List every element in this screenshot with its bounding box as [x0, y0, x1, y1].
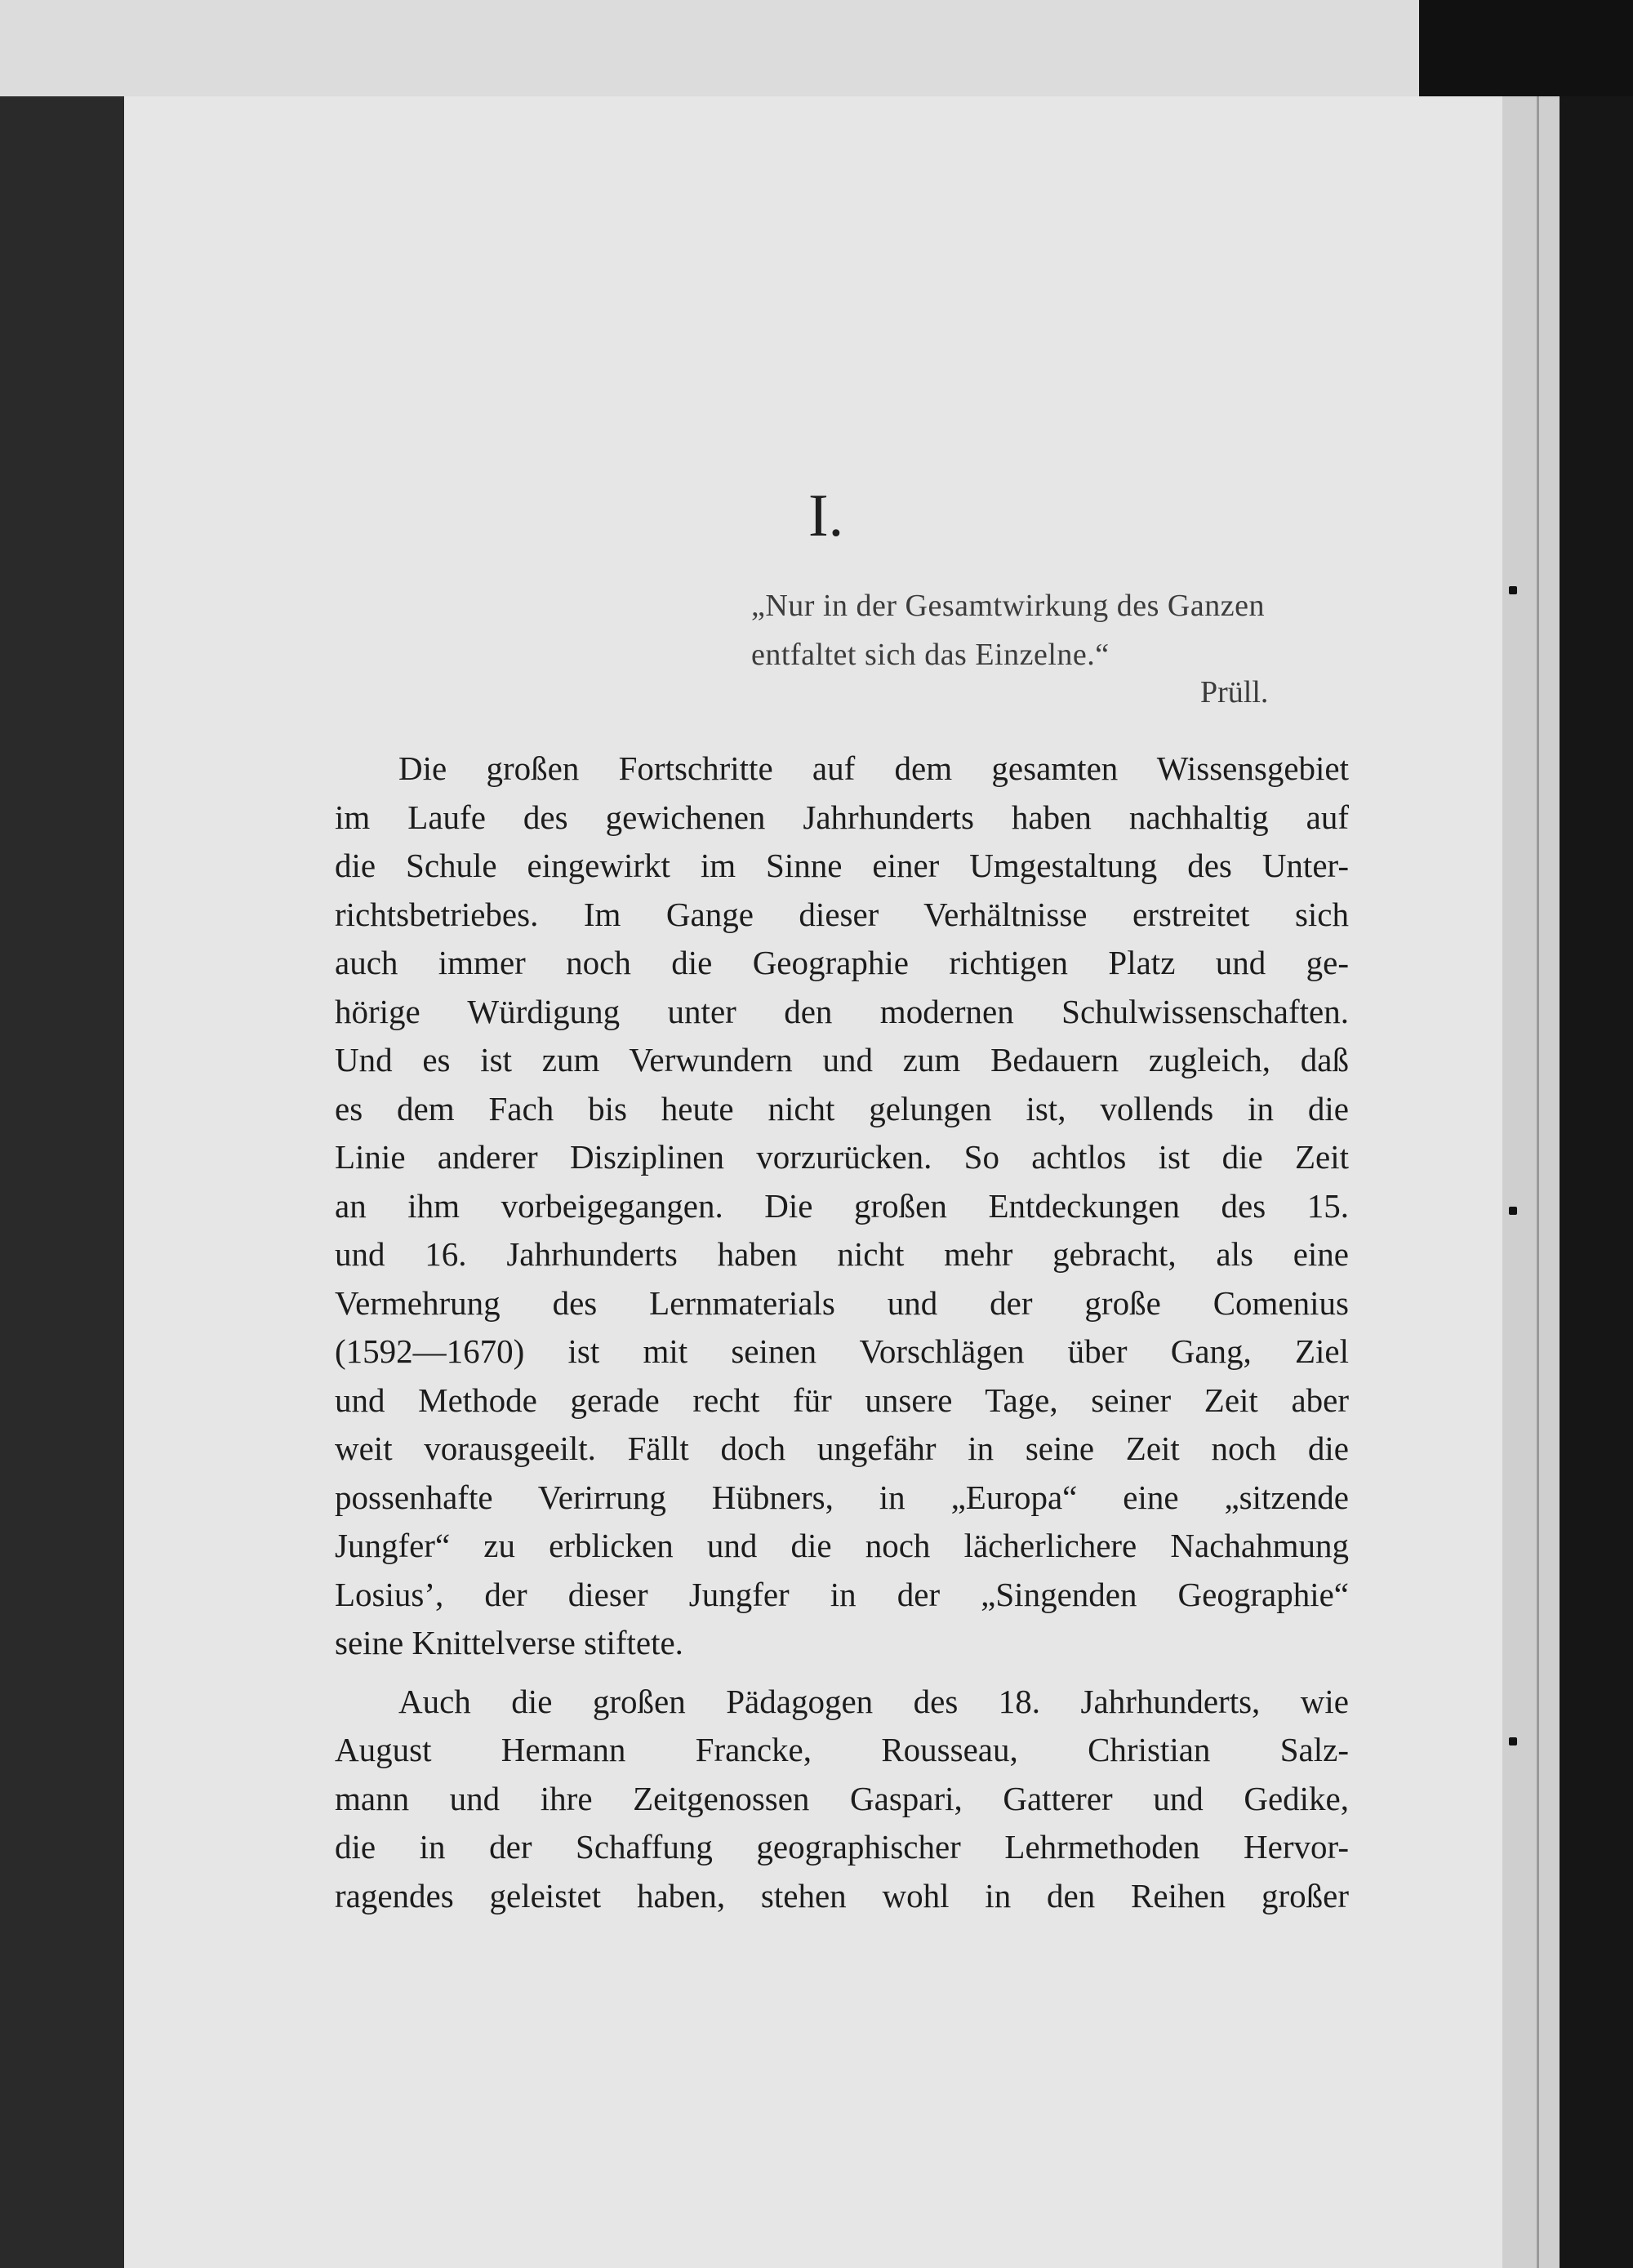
text-line: richtsbetriebes. Im Gange dieser Verhältnisse erstreitet sich [335, 895, 1349, 933]
chapter-number: I. [808, 483, 844, 549]
text-line: es dem Fach bis heute nicht gelungen ist, vollends in die [335, 1089, 1349, 1127]
scan-dark-corner [1419, 0, 1633, 96]
text-line: Vermehrung des Lernmaterials und der große Comenius [335, 1283, 1349, 1322]
text-line: Die großen Fortschritte auf dem gesamten Wissensgebiet [398, 749, 1349, 787]
motto-line: „Nur in der Gesamtwirkung des Ganzen [751, 589, 1265, 623]
text-line: im Laufe des gewichenen Jahrhunderts haben nachhaltig auf [335, 798, 1349, 836]
motto-author: Prüll. [1200, 675, 1269, 709]
paragraph-1 [335, 745, 1349, 1668]
body-text [335, 745, 1349, 1920]
motto-line: entfaltet sich das Einzelne.“ [751, 638, 1110, 672]
scan-top-strip [0, 0, 1633, 96]
edge-mark [1509, 1207, 1517, 1215]
text-line: weit vorausgeeilt. Fällt doch ungefähr in seine Zeit noch die [335, 1430, 1349, 1467]
scan-dark-margin [1560, 96, 1633, 2268]
text-line: (1592—1670) ist mit seinen Vorschlägen über Gang, Ziel [335, 1332, 1349, 1370]
text-line: seine Knittelverse stiftete. [335, 1624, 683, 1661]
text-line: und Methode gerade recht für unsere Tage, seiner Zeit aber [335, 1381, 1349, 1419]
binding-line [1537, 96, 1539, 2268]
text-line: mann und ihre Zeitgenossen Gaspari, Gatterer und Gedike, [335, 1779, 1349, 1817]
text-line: und 16. Jahrhunderts haben nicht mehr gebracht, als eine [335, 1235, 1349, 1273]
text-line: die in der Schaffung geographischer Lehrmethoden Hervor- [335, 1828, 1349, 1866]
motto [751, 581, 1339, 679]
edge-mark [1509, 1737, 1517, 1745]
text-line: Jungfer“ zu erblicken und die noch lächerlichere Nachahmung [335, 1527, 1349, 1564]
text-line: Und es ist zum Verwundern und zum Bedauern zugleich, daß [335, 1041, 1349, 1078]
text-line: Linie anderer Disziplinen vorzurücken. So achtlos ist die Zeit [335, 1138, 1349, 1176]
paragraph-2 [335, 1678, 1349, 1921]
text-line: August Hermann Francke, Rousseau, Christian Salz- [335, 1731, 1349, 1768]
text-line: possenhafte Verirrung Hübners, in „Europa“ eine „sitzende [335, 1478, 1349, 1516]
text-line: die Schule eingewirkt im Sinne einer Umgestaltung des Unter- [335, 847, 1349, 884]
text-line: Auch die großen Pädagogen des 18. Jahrhunderts, wie [398, 1682, 1349, 1720]
text-line: hörige Würdigung unter den modernen Schulwissenschaften. [335, 992, 1349, 1030]
text-line: an ihm vorbeigegangen. Die großen Entdeckungen des 15. [335, 1186, 1349, 1225]
text-line: auch immer noch die Geographie richtigen Platz und ge- [335, 944, 1349, 981]
page-edge [1502, 96, 1560, 2268]
text-line: Losius’, der dieser Jungfer in der „Singenden Geographie“ [335, 1575, 1349, 1613]
edge-mark [1509, 586, 1517, 594]
text-line: ragendes geleistet haben, stehen wohl in den Reihen großer [335, 1876, 1349, 1914]
